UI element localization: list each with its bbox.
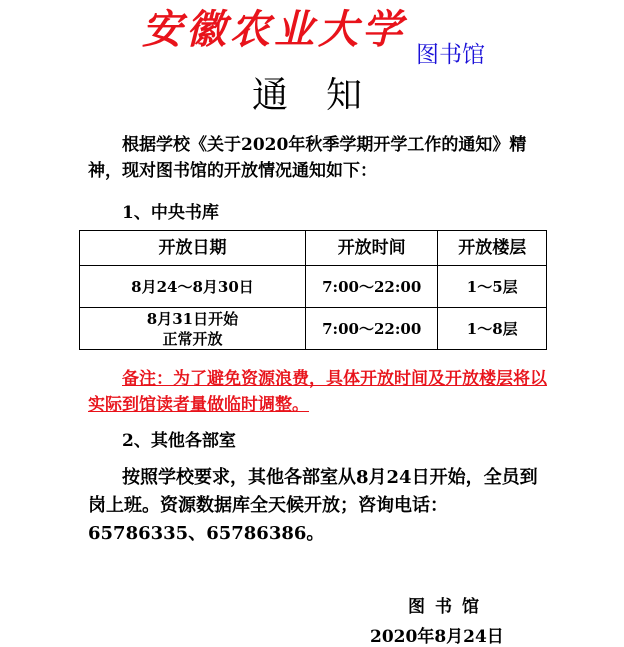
university-logo: 安徽农业大学 (142, 6, 406, 53)
table-cell: 1～8层 (438, 308, 547, 350)
page-title: 通知 (252, 75, 401, 116)
signature-date: 2020年8月24日 (370, 627, 504, 647)
table-cell: 1～5层 (438, 266, 547, 308)
table-row (80, 266, 547, 308)
signature-org: 图书馆 (408, 597, 489, 617)
table-header-row (80, 231, 547, 266)
table-header: 开放楼层 (438, 231, 547, 266)
table-header: 开放时间 (305, 231, 438, 266)
table-cell: 8月24～8月30日 (80, 266, 306, 308)
table-row (80, 308, 547, 350)
department-name: 图书馆 (416, 42, 485, 68)
section1-heading: 1、中央书库 (122, 203, 219, 223)
table-cell: 7:00～22:00 (305, 308, 438, 350)
table-cell: 7:00～22:00 (305, 266, 438, 308)
section2-body: 按照学校要求，其他各部室从8月24日开始，全员到岗上班。资源数据库全天候开放；咨询电话：65786335、65786386。 (88, 467, 538, 544)
note-paragraph: 备注：为了避免资源浪费，具体开放时间及开放楼层将以实际到馆读者量做临时调整。 (88, 369, 547, 415)
intro-paragraph: 根据学校《关于2020年秋季学期开学工作的通知》精神，现对图书馆的开放情况通知如下： (88, 135, 527, 181)
table-header: 开放日期 (80, 231, 306, 266)
opening-schedule-table (79, 230, 547, 350)
section2-heading: 2、其他各部室 (122, 431, 236, 451)
table-cell: 8月31日开始 正常开放 (80, 308, 306, 350)
